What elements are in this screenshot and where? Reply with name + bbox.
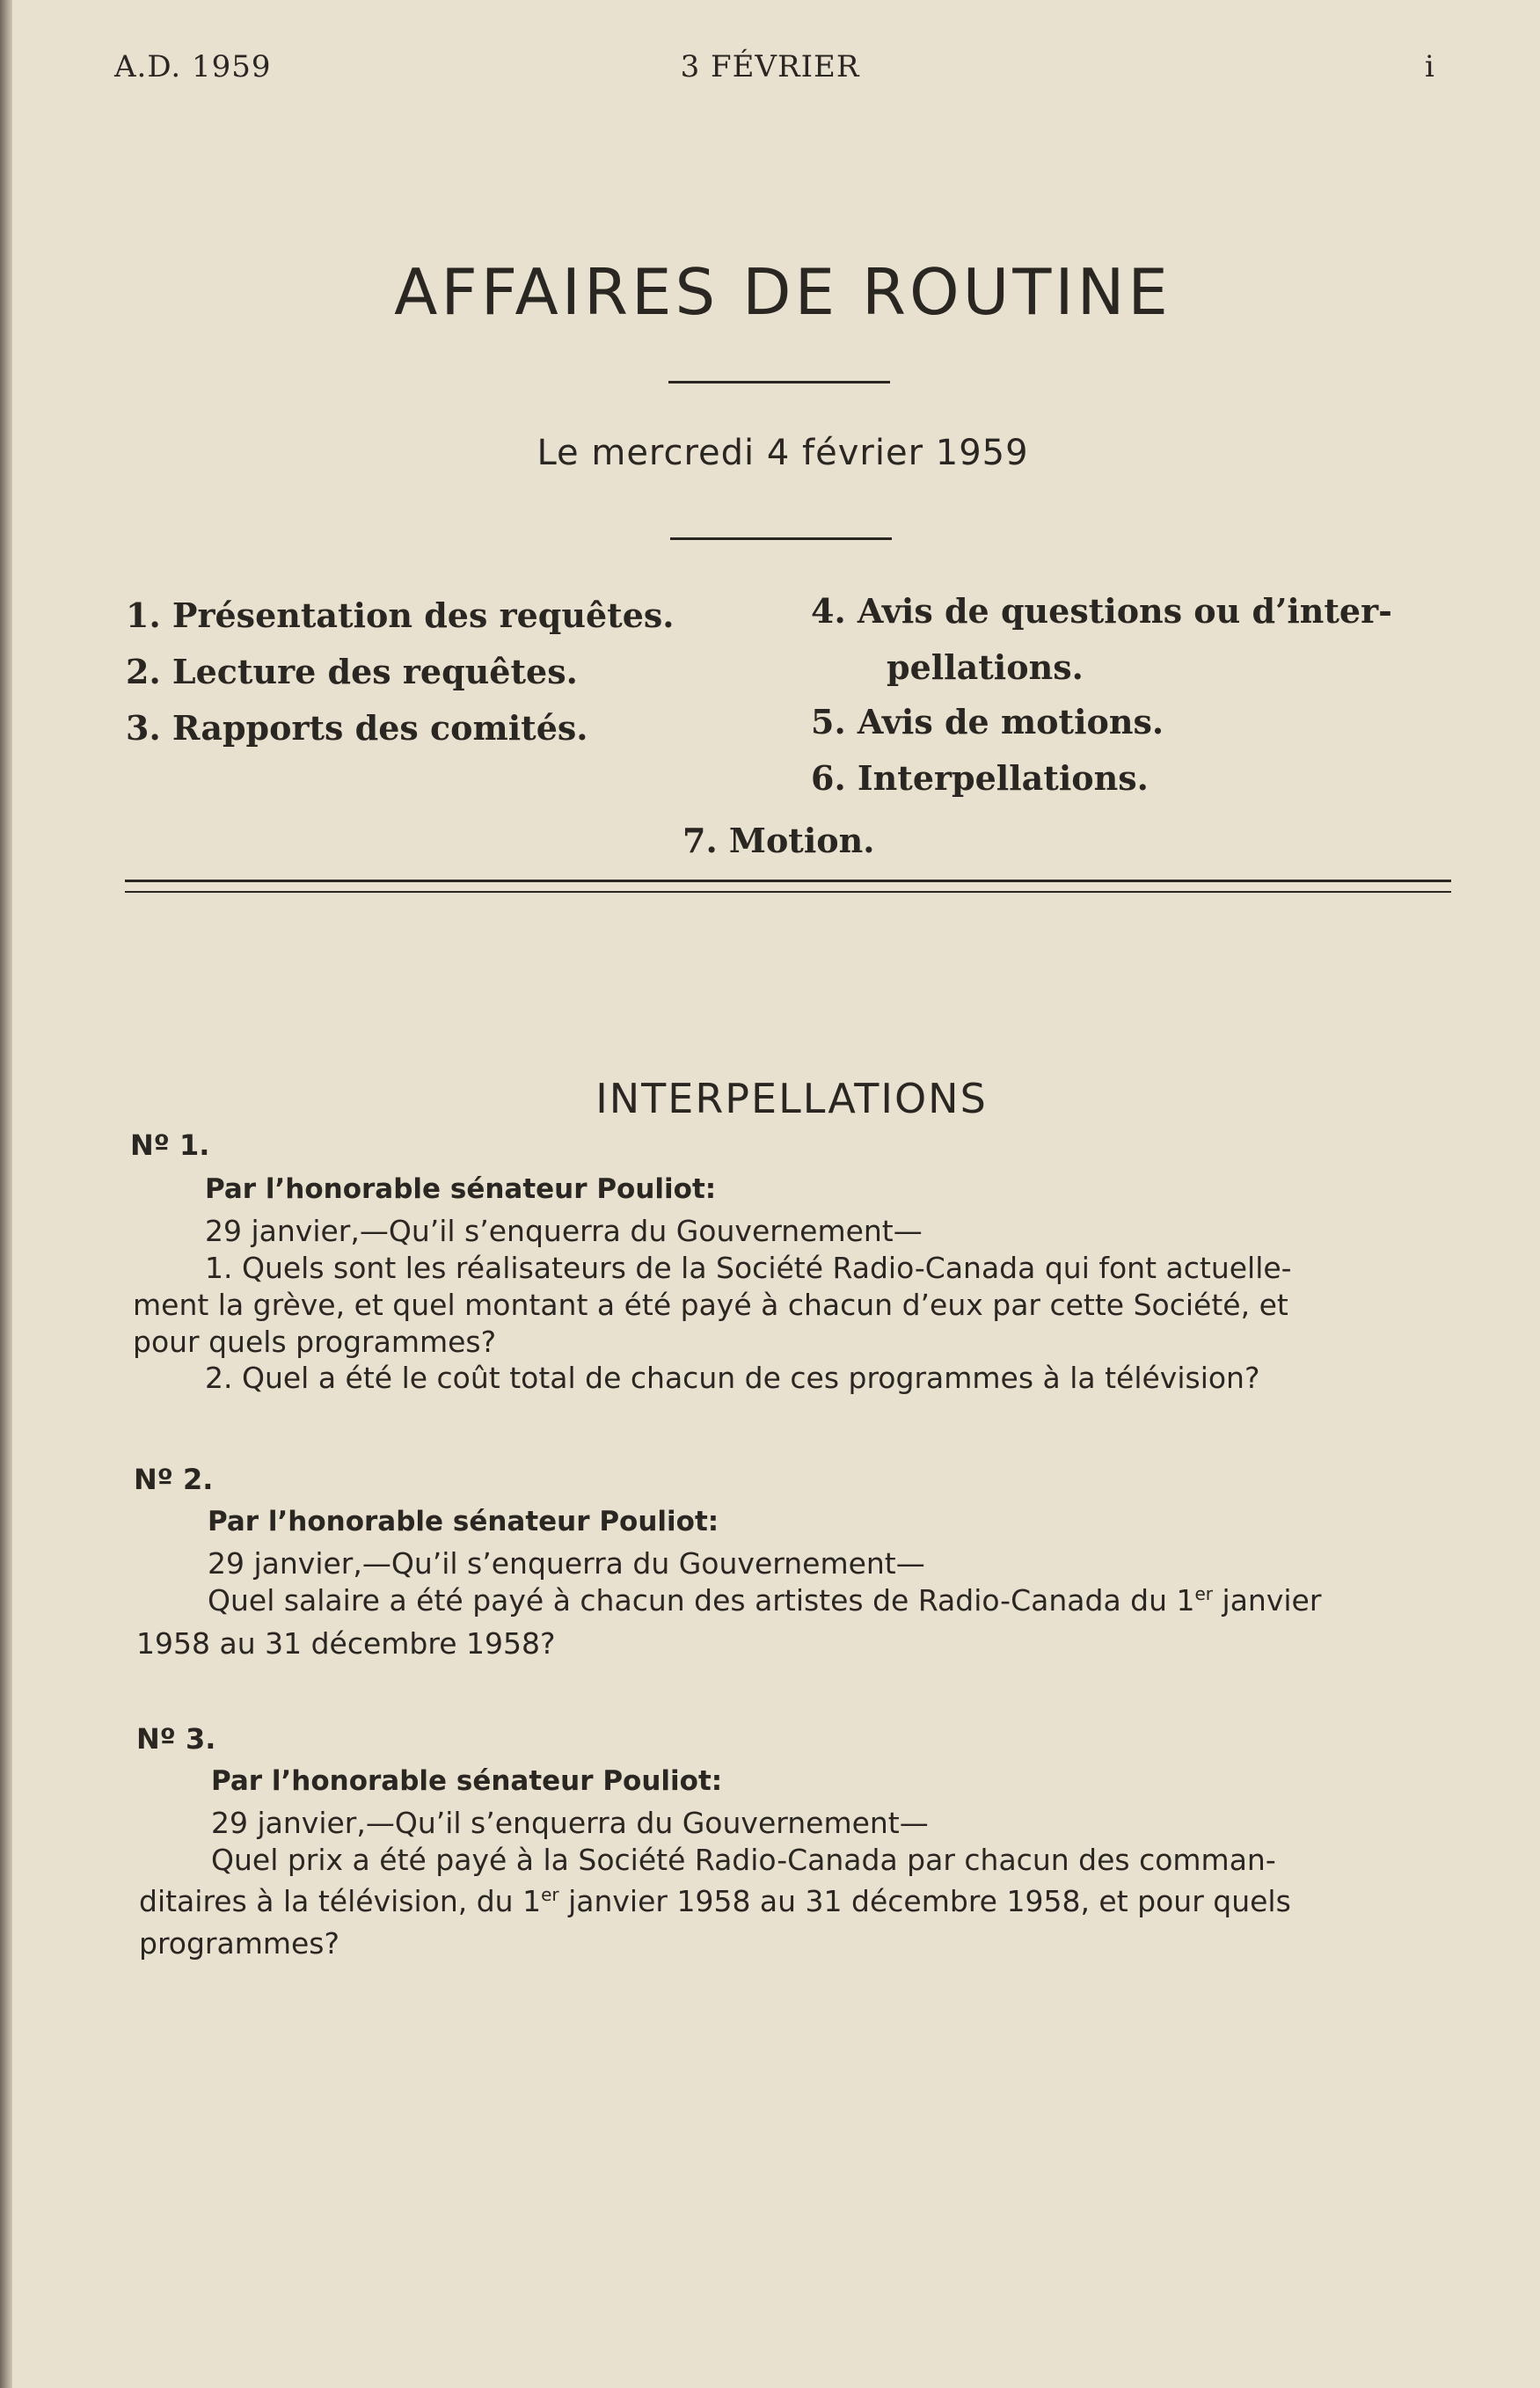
- question-author: Par l’honorable sénateur Pouliot:: [211, 1765, 723, 1797]
- order-item-4-cont: pellations.: [887, 647, 1084, 687]
- question-number: Nº 3.: [136, 1722, 216, 1756]
- page-number: i: [1425, 49, 1435, 84]
- question-text: pour quels programmes?: [133, 1325, 497, 1359]
- header-date: 3 FÉVRIER: [680, 49, 860, 84]
- question-text: 2. Quel a été le coût total de chacun de ces programmes à la télévision?: [205, 1361, 1260, 1395]
- question-text: 1. Quels sont les réalisateurs de la Société Radio-Canada qui font actuelle-: [205, 1251, 1292, 1285]
- question-number: Nº 1.: [130, 1128, 210, 1162]
- order-item-2: 2. Lecture des requêtes.: [126, 652, 578, 691]
- divider-rule: [670, 537, 892, 540]
- divider-rule: [668, 381, 890, 383]
- meeting-date: Le mercredi 4 février 1959: [536, 433, 1029, 473]
- page-title: AFFAIRES DE ROUTINE: [394, 255, 1171, 329]
- header-year: A.D. 1959: [114, 49, 272, 84]
- question-date-line: 29 janvier,—Qu’il s’enquerra du Gouvernement—: [208, 1546, 925, 1581]
- question-text: Quel prix a été payé à la Société Radio-Canada par chacun des comman-: [211, 1843, 1276, 1877]
- question-text: Quel salaire a été payé à chacun des artistes de Radio-Canada du 1er janvier: [208, 1583, 1322, 1618]
- question-text: ment la grève, et quel montant a été payé à chacun d’eux par cette Société, et: [133, 1288, 1288, 1322]
- page-spine: [0, 0, 12, 2388]
- question-date-line: 29 janvier,—Qu’il s’enquerra du Gouvernement—: [205, 1214, 923, 1248]
- double-rule: [125, 880, 1451, 893]
- question-date-line: 29 janvier,—Qu’il s’enquerra du Gouvernement—: [211, 1806, 929, 1840]
- order-item-3: 3. Rapports des comités.: [126, 708, 588, 748]
- order-item-6: 6. Interpellations.: [811, 758, 1149, 798]
- order-item-7: 7. Motion.: [682, 821, 875, 860]
- section-title: INTERPELLATIONS: [595, 1075, 988, 1122]
- question-number: Nº 2.: [134, 1463, 214, 1496]
- order-item-4: 4. Avis de questions ou d’inter-: [811, 591, 1392, 631]
- question-text: 1958 au 31 décembre 1958?: [136, 1626, 556, 1661]
- question-text: programmes?: [139, 1926, 340, 1961]
- order-item-5: 5. Avis de motions.: [811, 702, 1164, 741]
- question-author: Par l’honorable sénateur Pouliot:: [205, 1173, 717, 1205]
- question-text: ditaires à la télévision, du 1er janvier 1958 au 31 décembre 1958, et pour quels: [139, 1884, 1291, 1918]
- order-item-1: 1. Présentation des requêtes.: [126, 595, 675, 635]
- question-author: Par l’honorable sénateur Pouliot:: [208, 1506, 719, 1537]
